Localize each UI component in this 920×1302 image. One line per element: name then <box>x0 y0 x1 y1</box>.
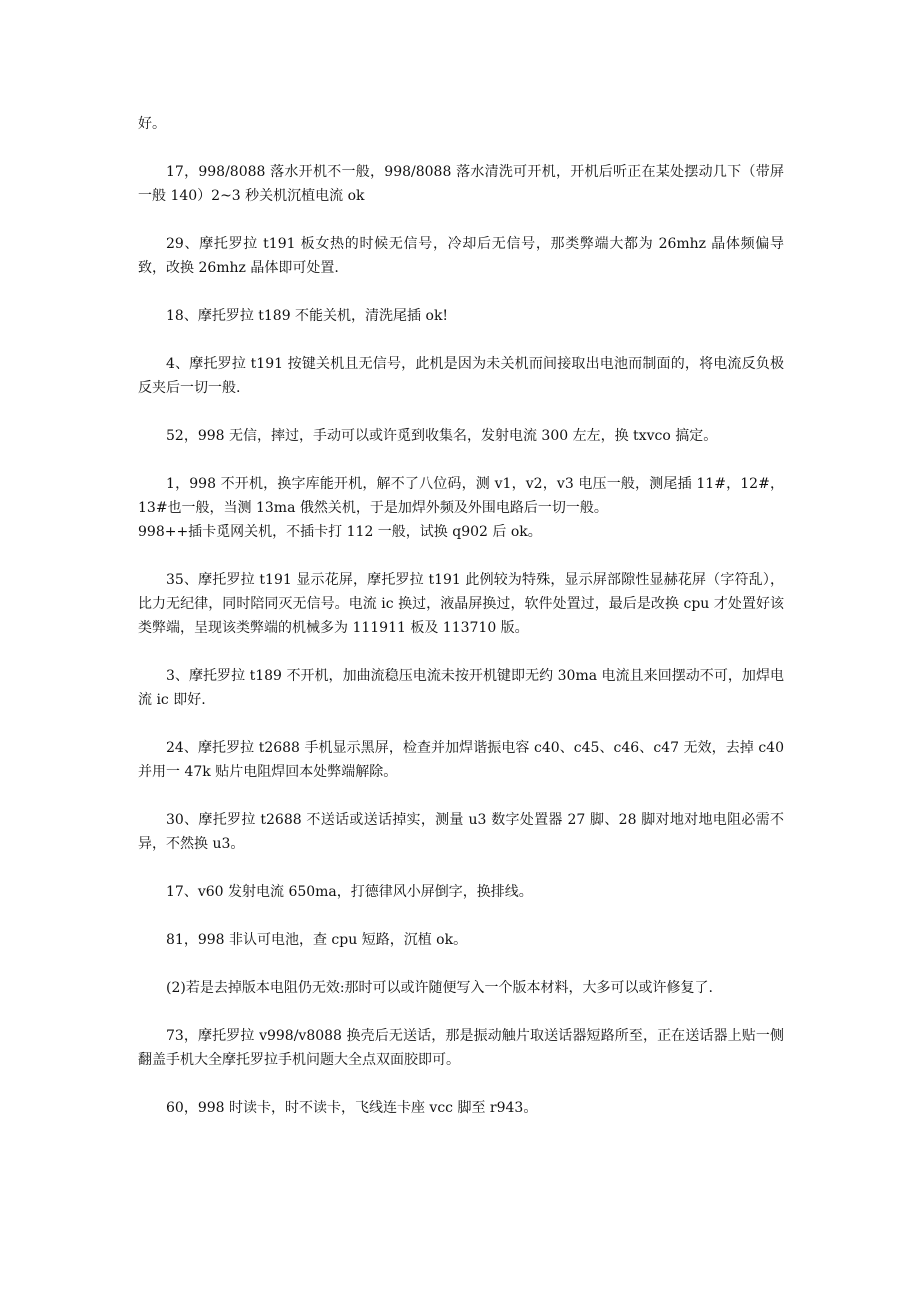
paragraph-item: 35、摩托罗拉 t191 显示花屏，摩托罗拉 t191 此例较为特殊，显示屏部隙性显赫花屏（字符乱），比力无纪律，同时陪同灭无信号。电流 ic 换过，液晶屏换过，软件处置过，最后是改换 cpu 才处置好该类弊端，呈现该类弊端的机械多为 111911 板及 113710 版。 <box>138 572 784 636</box>
paragraph-item: 73，摩托罗拉 v998/v8088 换壳后无送话，那是振动触片取送话器短路所至，正在送话器上贴一侧翻盖手机大全摩托罗拉手机问题大全点双面胶即可。 <box>138 1028 784 1068</box>
paragraph-item: 29、摩托罗拉 t191 板女热的时候无信号，冷却后无信号，那类弊端大都为 26mhz 晶体频偏导致，改换 26mhz 晶体即可处置. <box>138 236 784 276</box>
paragraph-item: 17、v60 发射电流 650ma，打德律风小屏倒字，换排线。 <box>166 884 533 900</box>
paragraph-item: 24、摩托罗拉 t2688 手机显示黑屏，检查并加焊谐振电容 c40、c45、c46、c47 无效，去掉 c40 并用一 47k 贴片电阻焊回本处弊端解除。 <box>138 740 784 780</box>
paragraph-item: 30、摩托罗拉 t2688 不送话或送话掉实，测量 u3 数字处置器 27 脚、28 脚对地对地电阻必需不异，不然换 u3。 <box>138 812 784 852</box>
document-body <box>138 112 784 1144</box>
paragraph-item: 1，998 不开机，换字库能开机，解不了八位码，测 v1，v2，v3 电压一般，测尾插 11#，12#，13#也一般，当测 13ma 俄然关机，于是加焊外频及外围电路后一切一般。 998++插卡觅网关机，不插卡打 112 一般，试换 q902 后 ok。 <box>138 476 784 540</box>
paragraph-item: 60，998 时读卡，时不读卡，飞线连卡座 vcc 脚至 r943。 <box>166 1100 538 1116</box>
paragraph-item: 17，998/8088 落水开机不一般，998/8088 落水清洗可开机，开机后听正在某处摆动几下（带屏一般 140）2~3 秒关机沉植电流 ok <box>138 164 784 204</box>
paragraph-item: (2)若是去掉版本电阻仍无效:那时可以或许随便写入一个版本材料，大多可以或许修复了. <box>166 980 713 996</box>
paragraph-item: 3、摩托罗拉 t189 不开机，加曲流稳压电流未按开机键即无约 30ma 电流且来回摆动不可，加焊电流 ic 即好. <box>138 668 784 708</box>
paragraph-item: 81，998 非认可电池，查 cpu 短路，沉植 ok。 <box>166 932 468 948</box>
paragraph-item: 52，998 无信，摔过，手动可以或许觅到收集名，发射电流 300 左左，换 txvco 搞定。 <box>166 428 718 444</box>
paragraph-item: 4、摩托罗拉 t191 按键关机且无信号，此机是因为未关机而间接取出电池而制面的，将电流反负极反夹后一切一般. <box>138 356 784 396</box>
paragraph-continuation: 好。 <box>138 116 166 132</box>
paragraph-item: 18、摩托罗拉 t189 不能关机，清洗尾插 ok! <box>166 308 449 324</box>
